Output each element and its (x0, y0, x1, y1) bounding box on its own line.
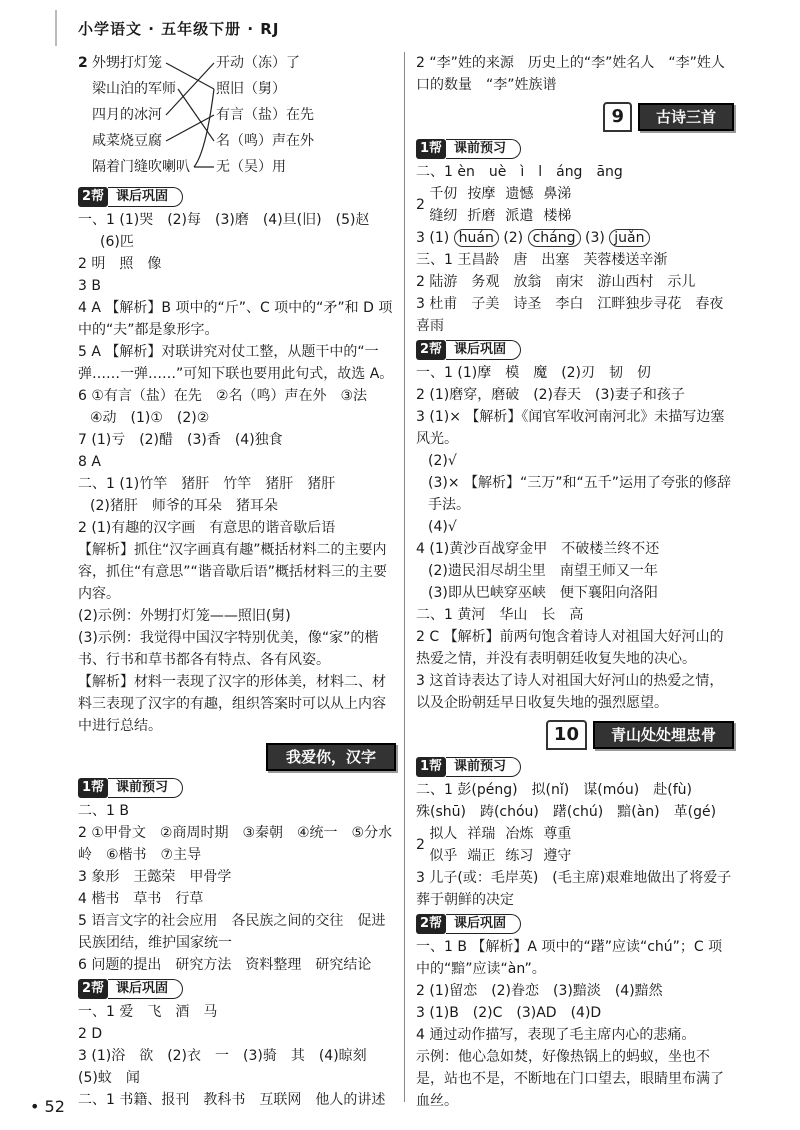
match-right-item: 照旧（舅） (216, 81, 286, 97)
answer-line: 2 D (78, 1026, 103, 1042)
match-right-item: 开动（冻）了 (216, 55, 300, 71)
answer-line: 6 ①有言（盐）在先 ②名（鸣）声在外 ③法 (78, 388, 368, 404)
answer-line: 4 (1)黄沙百战穿金甲 不破楼兰终不还 (416, 541, 660, 557)
match-left-item: 梁山泊的军师 (92, 81, 176, 97)
page-header-title: 小学语文 · 五年级下册 · RJ (78, 20, 280, 38)
answer-line: 3 这首诗表达了诗人对祖国大好河山的热爱之情，以及企盼朝廷早日收复失地的强烈愿望。 (416, 673, 724, 711)
answer-line: 2 (1)有趣的汉字画 有意思的谐音歇后语 (78, 520, 336, 536)
answer-line: 二、1 彭(péng) 拟(nǐ) 谋(móu) 赴(fù) (416, 782, 692, 798)
answer-line: 二、1 书籍、报刊 教科书 互联网 他人的讲述 (78, 1092, 386, 1108)
answer-line: (2)遗民泪尽胡尘里 南望王师又一年 (428, 563, 658, 579)
answer-line: 6 问题的提出 研究方法 资料整理 研究结论 (78, 957, 372, 973)
answer-analysis: 3 (1)× 【解析】《闻官军收河南河北》未描写边塞风光。 (416, 409, 725, 447)
answer-line: 一、1 (1)摩 模 魔 (2)刃 韧 仞 (416, 365, 652, 381)
answer-line: 2 陆游 务观 放翁 南宋 游山西村 示儿 (416, 274, 696, 290)
answer-brace-row: 2 拟人 祥瑞 冶炼 尊重 似乎 端正 练习 遵守 (416, 823, 734, 867)
answer-line: 3 (1)B (2)C (3)AD (4)D (416, 1005, 602, 1021)
answer-line: (3)即从巴峡穿巫峡 便下襄阳向洛阳 (428, 585, 658, 601)
circled-pinyin: juǎn (609, 229, 649, 247)
section-badge-after-class: 2帮 课后巩固 (78, 187, 183, 207)
match-left-item: 隔着门缝吹喇叭 (92, 159, 190, 175)
answer-line: 3 (1)浴 欲 (2)衣 一 (3)骑 其 (4)晾刻 (5)蚊 闻 (78, 1048, 381, 1086)
answer-line: 4 A 【解析】B 项中的“斤”、C 项中的“矛”和 D 项中的“夫”都是象形字。 (78, 300, 393, 338)
section-badge-preview: 1帮 课前预习 (416, 757, 521, 777)
answer-brace-row: 2 千仞 按摩 遗憾 鼻涕 缝纫 折磨 派遣 楼梯 (416, 183, 734, 227)
lesson-title-hanzi: 我爱你，汉字 (78, 743, 396, 771)
answer-analysis: 2 C 【解析】前两句饱含着诗人对祖国大好河山的热爱之情，并没有表明朝廷收复失地的决心。 (416, 629, 724, 667)
answer-line: 3 象形 王懿荣 甲骨学 (78, 869, 232, 885)
section-badge-after-class: 2帮 课后巩固 (416, 340, 521, 360)
left-column (78, 52, 396, 1111)
answer-line: 三、1 王昌龄 唐 出塞 芙蓉楼送辛渐 (416, 252, 668, 268)
brace-word-grid: 拟人 祥瑞 冶炼 尊重 似乎 端正 练习 遵守 (429, 826, 572, 864)
answer-line: ④动 (1)① (2)② (90, 410, 210, 426)
column-divider (404, 52, 405, 1102)
circled-pinyin: cháng (528, 229, 581, 247)
answer-line: 二、1 B (78, 803, 129, 819)
answer-line: (2)猪肝 师爷的耳朵 猪耳朵 (90, 498, 278, 514)
circled-pinyin: huán (454, 229, 499, 247)
matching-lines (78, 52, 218, 184)
answer-line: 5 语言文字的社会应用 各民族之间的交往 促进民族团结，维护国家统一 (78, 913, 386, 951)
match-left-item: 咸菜烧豆腐 (92, 133, 162, 149)
answer-analysis: (3)× 【解析】“三万”和“五千”运用了夸张的修辞手法。 (428, 475, 732, 513)
lesson-10-title: 10 青山处处埋忠骨 (416, 720, 734, 750)
section-badge-preview: 1帮 课前预习 (78, 778, 183, 798)
answer-line: 2 (1)磨穿，磨破 (2)春天 (3)妻子和孩子 (416, 387, 685, 403)
match-left-item: 四月的冰河 (92, 107, 162, 123)
answer-line: 4 通过动作描写，表现了毛主席内心的悲痛。 (416, 1027, 696, 1043)
section-badge-after-class: 2帮 课后巩固 (416, 914, 521, 934)
answer-line: (6)匹 (100, 234, 134, 250)
answer-line: (2)√ (428, 453, 457, 469)
answer-line: 8 A (78, 454, 101, 470)
answer-line: 4 楷书 草书 行草 (78, 891, 204, 907)
page-number: • 52 (30, 1097, 65, 1116)
lesson-9-title: 9 古诗三首 (416, 102, 734, 132)
section-badge-after-class: 2帮 课后巩固 (78, 979, 183, 999)
answer-line: 3 儿子(或：毛岸英) (毛主席)艰难地做出了将爱子葬于朝鲜的决定 (416, 870, 732, 908)
answer-line: (4)√ (428, 519, 457, 535)
answer-line: (3)示例：我觉得中国汉字特别优美，像“家”的楷书、行书和草书都各有特点、各有风姿。 (78, 630, 379, 668)
answer-line: 2 “李”姓的来源 历史上的“李”姓名人 “李”姓人口的数量 “李”姓族谱 (416, 55, 725, 93)
answer-line: 二、1 èn uè ì l áng āng (416, 164, 623, 180)
answer-line: 二、1 黄河 华山 长 高 (416, 607, 584, 623)
brace-word-grid: 千仞 按摩 遗憾 鼻涕 缝纫 折磨 派遣 楼梯 (429, 186, 572, 224)
answer-analysis: 【解析】材料一表现了汉字的形体美，材料二、材料三表现了汉字的有趣，组织答案时可以从上内容中进行总结。 (78, 674, 386, 734)
answer-analysis: 【解析】抓住“汉字画真有趣”概括材料二的主要内容，抓住“有意思”“谐音歇后语”概括材料三的主要内容。 (78, 542, 388, 602)
answer-line: 一、1 (1)哭 (2)每 (3)磨 (4)旦(旧) (5)赵 (78, 212, 370, 228)
answer-line: 3 (1) huán (2) cháng (3) juǎn (416, 227, 734, 249)
match-right-item: 无（吴）用 (216, 159, 286, 175)
matching-exercise (78, 52, 396, 184)
answer-line: 2 ①甲骨文 ②商周时期 ③秦朝 ④统一 ⑤分水岭 ⑥楷书 ⑦主导 (78, 825, 393, 863)
answer-line: 二、1 (1)竹竿 猪肝 竹竿 猪肝 猪肝 (78, 476, 336, 492)
match-right-item: 有言（盐）在先 (216, 107, 314, 123)
header-rule (55, 10, 57, 46)
answer-line: (2)示例：外甥打灯笼——照旧(舅) (78, 608, 291, 624)
match-left-item: 外甥打灯笼 (92, 55, 162, 71)
right-column (416, 52, 734, 1112)
answer-line: 2 (1)留恋 (2)眷恋 (3)黯淡 (4)黯然 (416, 983, 663, 999)
answer-line: 殊(shū) 踌(chóu) 躇(chú) 黯(àn) 革(gé) (416, 804, 717, 820)
answer-line: 示例：他心急如焚，好像热锅上的蚂蚁，坐也不是，站也不是，不断地在门口望去，眼睛里布满了血丝。 (416, 1049, 724, 1109)
answer-line: 3 杜甫 子美 诗圣 李白 江畔独步寻花 春夜喜雨 (416, 296, 724, 334)
answer-line: 3 B (78, 278, 101, 294)
answer-line: 5 A 【解析】对联讲究对仗工整，从题干中的“一弹……一弹……”可知下联也要用此句式，故选 A。 (78, 344, 394, 382)
section-badge-preview: 1帮 课前预习 (416, 139, 521, 159)
answer-line: 7 (1)亏 (2)醋 (3)香 (4)独食 (78, 432, 283, 448)
answer-line: 一、1 爱 飞 酒 马 (78, 1004, 218, 1020)
match-right-item: 名（鸣）声在外 (216, 133, 314, 149)
match-number: 2 (78, 55, 88, 71)
answer-analysis: 一、1 B 【解析】A 项中的“躇”应读“chú”；C 项中的“黯”应读“àn”。 (416, 939, 723, 977)
answer-line: 2 明 照 像 (78, 256, 162, 272)
